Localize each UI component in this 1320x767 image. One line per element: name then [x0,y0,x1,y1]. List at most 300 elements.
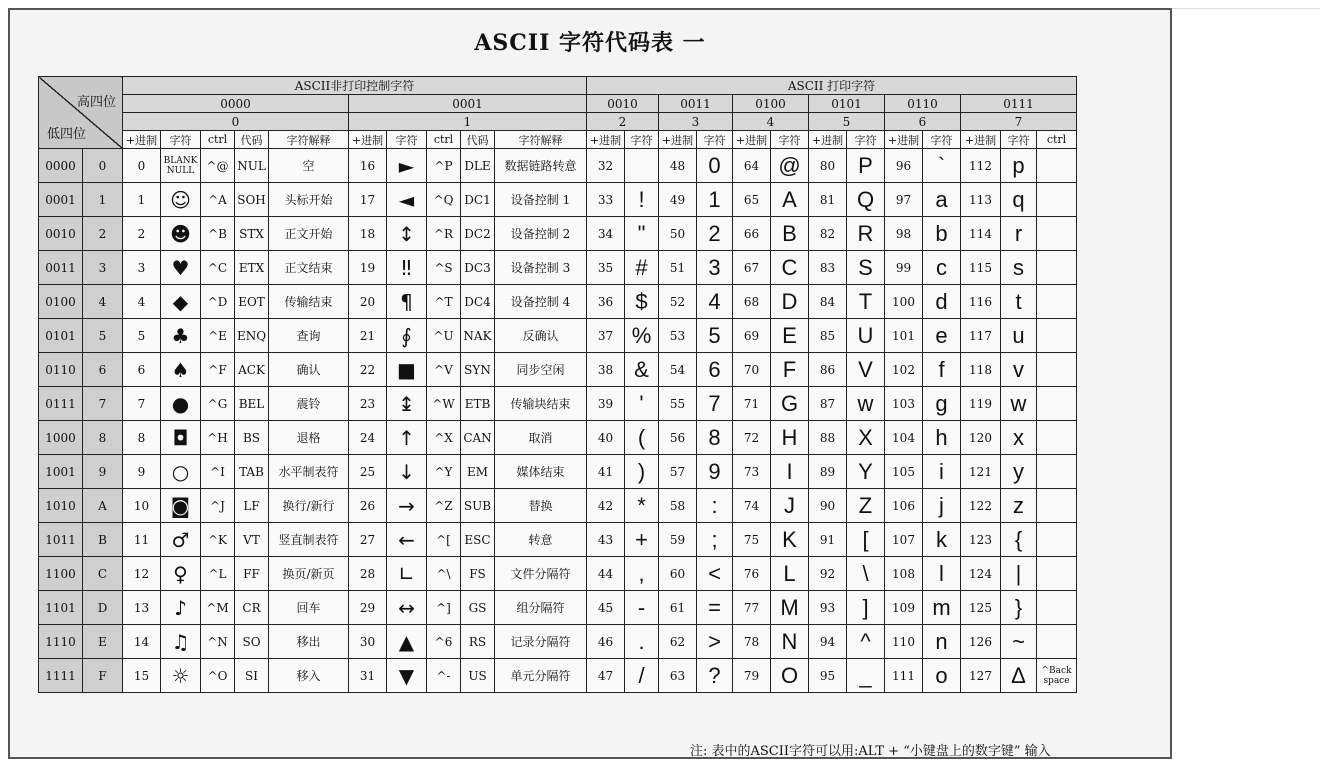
col-bin-header: 0011 [659,95,733,113]
sub-ctrl-header: ctrl [201,131,235,149]
desc-cell: 组分隔符 [495,591,587,625]
table-row [39,625,1077,659]
row-bin: 1000 [39,421,83,455]
sub-dec-header: +进制 [659,131,697,149]
row-bin: 0001 [39,183,83,217]
desc-cell: 替换 [495,489,587,523]
ctrl-cell: ^E [201,319,235,353]
dec-cell: 40 [587,421,625,455]
dec-cell: 3 [123,251,161,285]
ctrl-cell: ^N [201,625,235,659]
row-bin: 0010 [39,217,83,251]
dec-cell: 113 [961,183,1001,217]
page-title: ASCII 字符代码表 一 [474,30,706,56]
char-cell: k [923,523,961,557]
char-cell: P [847,149,885,183]
char-cell: [ [847,523,885,557]
dec-cell: 55 [659,387,697,421]
char-cell: + [625,523,659,557]
desc-cell: 正文开始 [269,217,349,251]
table-row [39,149,1077,183]
ctrl-cell: ^L [201,557,235,591]
dec-cell: 5 [123,319,161,353]
row-bin: 0100 [39,285,83,319]
ctrl-cell [1037,523,1077,557]
desc-cell: 记录分隔符 [495,625,587,659]
char-cell: > [697,625,733,659]
desc-cell: 转意 [495,523,587,557]
table-row [39,455,1077,489]
ctrl-cell: ^P [427,149,461,183]
desc-cell: 传输结束 [269,285,349,319]
code-cell: BS [235,421,269,455]
char-cell: - [625,591,659,625]
dec-cell: 17 [349,183,387,217]
header-row-hex [39,113,1077,131]
dec-cell: 88 [809,421,847,455]
col-bin-header: 0001 [349,95,587,113]
sub-dec-header: +进制 [733,131,771,149]
dec-cell: 124 [961,557,1001,591]
char-cell: * [625,489,659,523]
dec-cell: 92 [809,557,847,591]
code-cell: DC4 [461,285,495,319]
dec-cell: 95 [809,659,847,693]
dec-cell: 100 [885,285,923,319]
char-cell: a [923,183,961,217]
char-cell: l [923,557,961,591]
dec-cell: 30 [349,625,387,659]
char-cell: A [771,183,809,217]
char-cell: : [697,489,733,523]
sub-dec-header: +进制 [961,131,1001,149]
char-cell: p [1001,149,1037,183]
char-cell: & [625,353,659,387]
dec-cell: 6 [123,353,161,387]
ctrl-cell: ^U [427,319,461,353]
ctrl-cell [1037,489,1077,523]
ctrl-cell: ^O [201,659,235,693]
dec-cell: 58 [659,489,697,523]
dec-cell: 33 [587,183,625,217]
corner-low-label: 低四位 [47,127,87,142]
code-cell: NAK [461,319,495,353]
char-cell: 4 [697,285,733,319]
char-cell: O [771,659,809,693]
desc-cell: 取消 [495,421,587,455]
desc-cell: 反确认 [495,319,587,353]
char-cell: ▲ [387,625,427,659]
col-hex-header: 6 [885,113,961,131]
ctrl-cell [1037,353,1077,387]
char-cell: ¶ [387,285,427,319]
char-cell: { [1001,523,1037,557]
dec-cell: 102 [885,353,923,387]
char-cell: T [847,285,885,319]
dec-cell: 57 [659,455,697,489]
dec-cell: 10 [123,489,161,523]
dec-cell: 114 [961,217,1001,251]
ctrl-cell: ^K [201,523,235,557]
row-hex: 6 [83,353,123,387]
char-cell: 1 [697,183,733,217]
dec-cell: 67 [733,251,771,285]
ctrl-cell: ^M [201,591,235,625]
char-cell: n [923,625,961,659]
dec-cell: 39 [587,387,625,421]
char-cell: % [625,319,659,353]
sub-dec-header: +进制 [885,131,923,149]
dec-cell: 105 [885,455,923,489]
char-cell: J [771,489,809,523]
table-row [39,523,1077,557]
char-cell: F [771,353,809,387]
desc-cell: 回车 [269,591,349,625]
dec-cell: 16 [349,149,387,183]
col-bin-header: 0110 [885,95,961,113]
sub-ctrl-header: ctrl [427,131,461,149]
dec-cell: 80 [809,149,847,183]
char-cell: ♥ [161,251,201,285]
char-cell: ◘ [161,421,201,455]
ctrl-cell: ^S [427,251,461,285]
desc-cell: 文件分隔符 [495,557,587,591]
desc-cell: 设备控制 3 [495,251,587,285]
char-cell: j [923,489,961,523]
dec-cell: 52 [659,285,697,319]
row-hex: C [83,557,123,591]
desc-cell: 设备控制 4 [495,285,587,319]
ctrl-cell [1037,421,1077,455]
desc-cell: 空 [269,149,349,183]
code-cell: SO [235,625,269,659]
char-cell: ▼ [387,659,427,693]
dec-cell: 66 [733,217,771,251]
dec-cell: 126 [961,625,1001,659]
char-cell: K [771,523,809,557]
code-cell: VT [235,523,269,557]
char-cell: 8 [697,421,733,455]
code-cell: EM [461,455,495,489]
header-row-group [39,77,1077,95]
dec-cell: 112 [961,149,1001,183]
dec-cell: 118 [961,353,1001,387]
char-cell: ] [847,591,885,625]
char-cell: 5 [697,319,733,353]
desc-cell: 设备控制 2 [495,217,587,251]
ctrl-cell [1037,285,1077,319]
desc-cell: 数据链路转意 [495,149,587,183]
desc-cell: 竖直制表符 [269,523,349,557]
char-cell: f [923,353,961,387]
dec-cell: 43 [587,523,625,557]
top-divider [1172,8,1320,9]
code-cell: SI [235,659,269,693]
char-cell: w [847,387,885,421]
sub-desc-header: 字符解释 [269,131,349,149]
code-cell: SOH [235,183,269,217]
dec-cell: 96 [885,149,923,183]
char-cell: S [847,251,885,285]
char-cell: B [771,217,809,251]
char-cell: ! [625,183,659,217]
header-row-binary [39,95,1077,113]
dec-cell: 45 [587,591,625,625]
sub-dec-header: +进制 [349,131,387,149]
char-cell: ^ [847,625,885,659]
char-cell: ` [923,149,961,183]
char-cell: g [923,387,961,421]
code-cell: ESC [461,523,495,557]
row-bin: 0101 [39,319,83,353]
dec-cell: 19 [349,251,387,285]
sub-dec-header: +进制 [587,131,625,149]
sub-char-header: 字符 [771,131,809,149]
code-cell: STX [235,217,269,251]
dec-cell: 110 [885,625,923,659]
char-cell: R [847,217,885,251]
char-cell: ‼ [387,251,427,285]
nonprint-group-header: ASCII非打印控制字符 [123,77,587,95]
dec-cell: 60 [659,557,697,591]
code-cell: ENQ [235,319,269,353]
dec-cell: 104 [885,421,923,455]
dec-cell: 119 [961,387,1001,421]
row-bin: 1101 [39,591,83,625]
char-cell: N [771,625,809,659]
dec-cell: 116 [961,285,1001,319]
dec-cell: 24 [349,421,387,455]
desc-cell: 同步空闲 [495,353,587,387]
dec-cell: 106 [885,489,923,523]
row-hex: 8 [83,421,123,455]
char-cell: ← [387,523,427,557]
char-cell: Z [847,489,885,523]
char-cell: x [1001,421,1037,455]
char-cell: o [923,659,961,693]
ctrl-cell: ^Z [427,489,461,523]
print-group-header: ASCII 打印字符 [587,77,1077,95]
col-hex-header: 4 [733,113,809,131]
char-cell: | [1001,557,1037,591]
dec-cell: 48 [659,149,697,183]
char-cell: ( [625,421,659,455]
dec-cell: 23 [349,387,387,421]
char-cell: → [387,489,427,523]
char-cell: Δ [1001,659,1037,693]
dec-cell: 44 [587,557,625,591]
char-cell: ◆ [161,285,201,319]
dec-cell: 56 [659,421,697,455]
dec-cell: 1 [123,183,161,217]
desc-cell: 查询 [269,319,349,353]
row-bin: 1001 [39,455,83,489]
dec-cell: 123 [961,523,1001,557]
ctrl-cell: ^D [201,285,235,319]
dec-cell: 4 [123,285,161,319]
ctrl-cell: ^R [427,217,461,251]
dec-cell: 115 [961,251,1001,285]
sub-char-header: 字符 [697,131,733,149]
col-hex-header: 3 [659,113,733,131]
footnote: 注: 表中的ASCII字符可以用:ALT + “小键盘上的数字键” 输入 [690,744,1051,759]
char-cell: ◙ [161,489,201,523]
dec-cell: 22 [349,353,387,387]
dec-cell: 20 [349,285,387,319]
dec-cell: 29 [349,591,387,625]
char-cell [625,149,659,183]
ctrl-cell: ^J [201,489,235,523]
char-cell: / [625,659,659,693]
code-cell: SUB [461,489,495,523]
char-cell: e [923,319,961,353]
col-hex-header: 1 [349,113,587,131]
char-cell: t [1001,285,1037,319]
dec-cell: 107 [885,523,923,557]
dec-cell: 122 [961,489,1001,523]
char-cell: 2 [697,217,733,251]
char-cell: _ [847,659,885,693]
dec-cell: 13 [123,591,161,625]
dec-cell: 28 [349,557,387,591]
desc-cell: 换行/新行 [269,489,349,523]
desc-cell: 换页/新页 [269,557,349,591]
code-cell: DC3 [461,251,495,285]
char-cell: z [1001,489,1037,523]
sub-ctrl-header: ctrl [1037,131,1077,149]
row-bin: 0110 [39,353,83,387]
dec-cell: 49 [659,183,697,217]
ctrl-cell: ^C [201,251,235,285]
code-cell: TAB [235,455,269,489]
row-hex: 5 [83,319,123,353]
dec-cell: 78 [733,625,771,659]
dec-cell: 47 [587,659,625,693]
col-hex-header: 5 [809,113,885,131]
code-cell: ACK [235,353,269,387]
char-cell: y [1001,455,1037,489]
dec-cell: 25 [349,455,387,489]
char-cell: c [923,251,961,285]
corner-high-label: 高四位 [76,95,116,110]
char-cell: I [771,455,809,489]
char-cell: ~ [1001,625,1037,659]
char-cell: . [625,625,659,659]
char-cell: ' [625,387,659,421]
char-cell: Y [847,455,885,489]
char-cell: \ [847,557,885,591]
table-row [39,251,1077,285]
dec-cell: 108 [885,557,923,591]
char-cell: = [697,591,733,625]
ctrl-cell [1037,319,1077,353]
ctrl-cell: ^Back space [1037,659,1077,693]
desc-cell: 震铃 [269,387,349,421]
ctrl-cell: ^X [427,421,461,455]
dec-cell: 62 [659,625,697,659]
dec-cell: 71 [733,387,771,421]
ctrl-cell: ^@ [201,149,235,183]
row-bin: 0011 [39,251,83,285]
ctrl-cell: ^\ [427,557,461,591]
char-cell: 7 [697,387,733,421]
char-cell: V [847,353,885,387]
code-cell: BEL [235,387,269,421]
char-cell: M [771,591,809,625]
char-cell: ☻ [161,217,201,251]
dec-cell: 38 [587,353,625,387]
char-cell: BLANK NULL [161,149,201,183]
code-cell: RS [461,625,495,659]
char-cell: ☺ [161,183,201,217]
code-cell: FS [461,557,495,591]
char-cell: ♪ [161,591,201,625]
ctrl-cell [1037,387,1077,421]
ctrl-cell: ^H [201,421,235,455]
dec-cell: 111 [885,659,923,693]
dec-cell: 59 [659,523,697,557]
dec-cell: 65 [733,183,771,217]
dec-cell: 93 [809,591,847,625]
char-cell: D [771,285,809,319]
dec-cell: 81 [809,183,847,217]
dec-cell: 14 [123,625,161,659]
desc-cell: 确认 [269,353,349,387]
col-bin-header: 0101 [809,95,885,113]
dec-cell: 98 [885,217,923,251]
char-cell: i [923,455,961,489]
table-row [39,659,1077,693]
dec-cell: 84 [809,285,847,319]
dec-cell: 74 [733,489,771,523]
dec-cell: 103 [885,387,923,421]
dec-cell: 117 [961,319,1001,353]
code-cell: ETX [235,251,269,285]
char-cell: , [625,557,659,591]
char-cell: H [771,421,809,455]
dec-cell: 120 [961,421,1001,455]
char-cell: < [697,557,733,591]
row-hex: F [83,659,123,693]
dec-cell: 51 [659,251,697,285]
code-cell: DC2 [461,217,495,251]
desc-cell: 退格 [269,421,349,455]
char-cell: ◄ [387,183,427,217]
ctrl-cell [1037,591,1077,625]
ctrl-cell: ^] [427,591,461,625]
ctrl-cell: ^- [427,659,461,693]
dec-cell: 63 [659,659,697,693]
desc-cell: 传输块结束 [495,387,587,421]
dec-cell: 32 [587,149,625,183]
sub-char-header: 字符 [847,131,885,149]
row-bin: 1110 [39,625,83,659]
row-hex: 0 [83,149,123,183]
char-cell: ☼ [161,659,201,693]
header-row-sub [39,131,1077,149]
char-cell: w [1001,387,1037,421]
dec-cell: 42 [587,489,625,523]
code-cell: FF [235,557,269,591]
dec-cell: 15 [123,659,161,693]
desc-cell: 正文结束 [269,251,349,285]
code-cell: ETB [461,387,495,421]
dec-cell: 70 [733,353,771,387]
dec-cell: 34 [587,217,625,251]
dec-cell: 121 [961,455,1001,489]
dec-cell: 8 [123,421,161,455]
dec-cell: 64 [733,149,771,183]
